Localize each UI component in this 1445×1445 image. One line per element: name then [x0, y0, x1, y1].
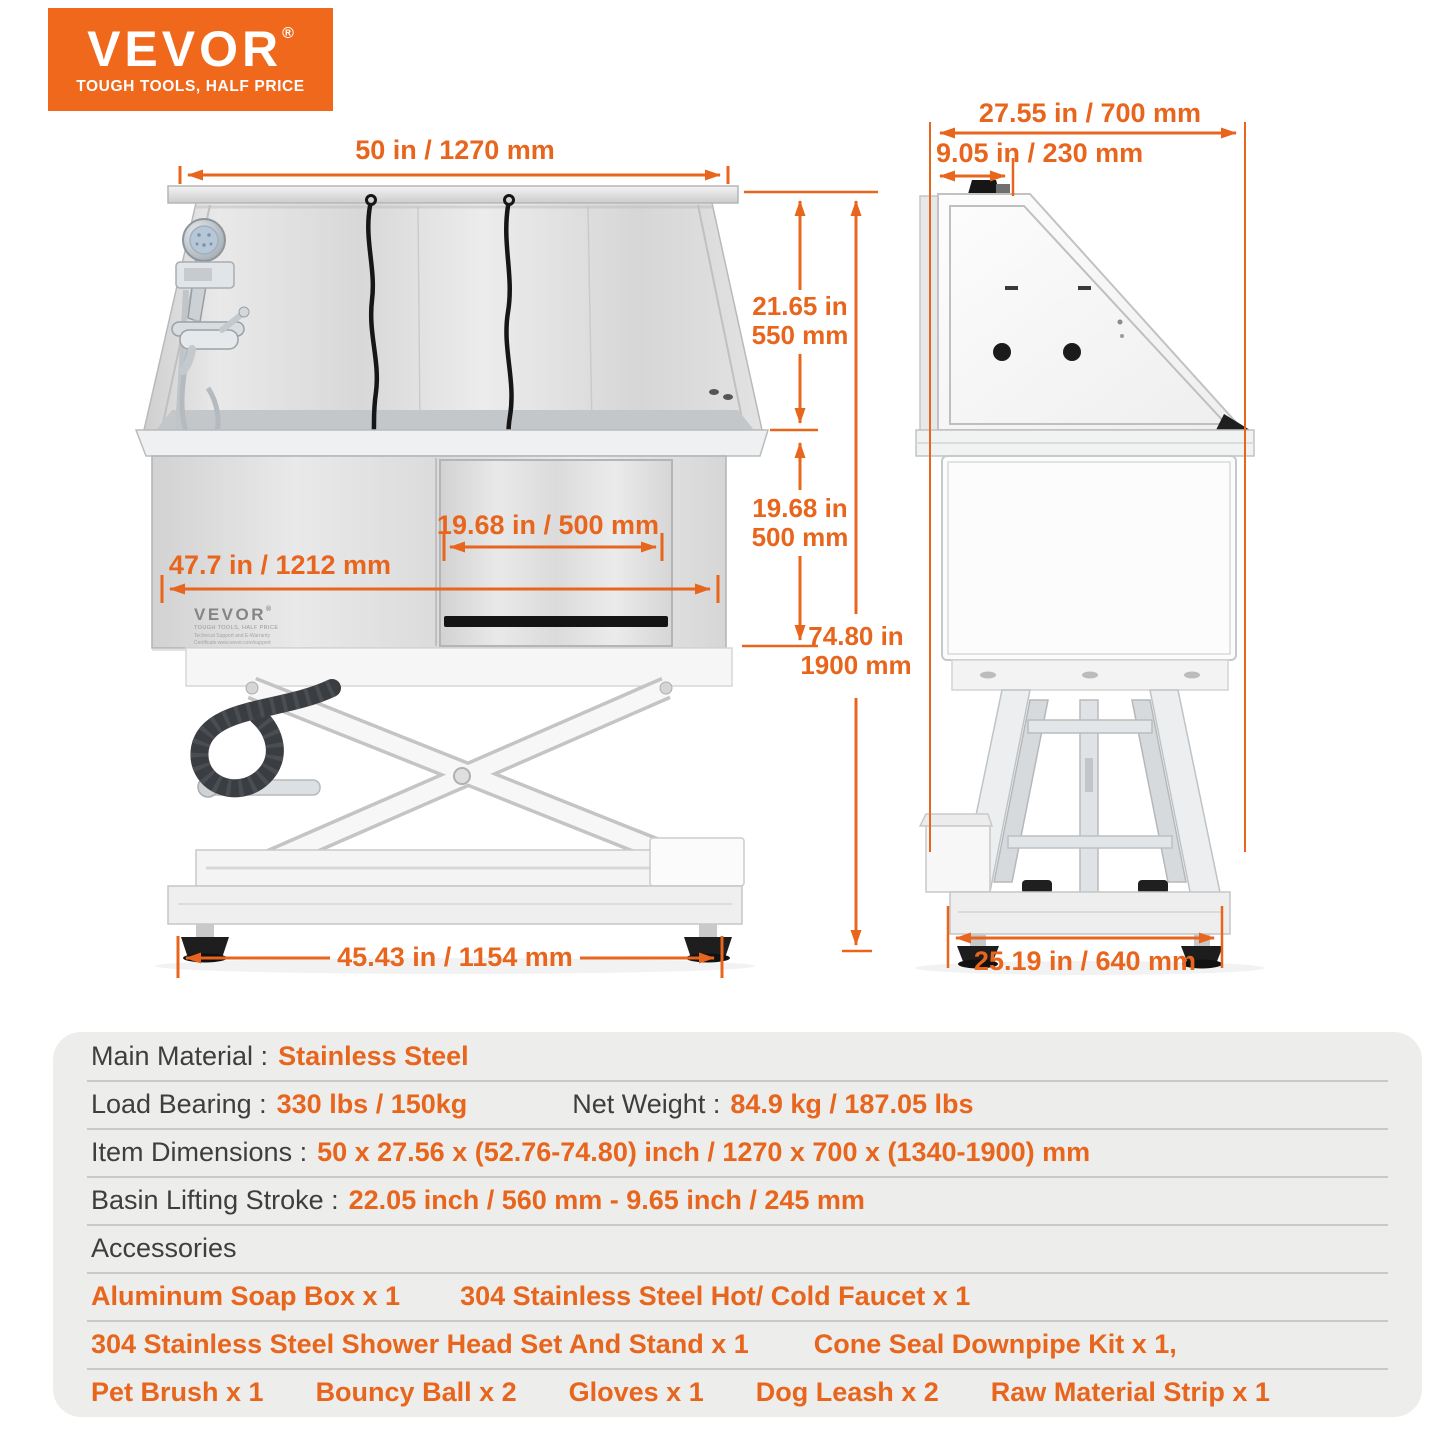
nozzle-dot — [210, 243, 213, 246]
bracket-slot — [184, 268, 212, 281]
panel-hole-1 — [993, 343, 1011, 361]
drain-hose — [199, 688, 332, 788]
dim-front-top-width: 50 in / 1270 mm — [355, 135, 555, 165]
tub-top-rail — [168, 186, 738, 203]
spec-label: Item Dimensions : — [91, 1137, 308, 1167]
registered-mark: ® — [266, 606, 272, 613]
tub-label-tagline: TOUGH TOOLS, HALF PRICE — [194, 625, 279, 631]
dim-line-1: 74.80 in — [808, 621, 904, 651]
side-view — [915, 180, 1265, 975]
spec-label: Main Material : — [91, 1041, 269, 1071]
dim-line-2: 1900 mm — [800, 650, 912, 681]
spec-row-basin-lifting-stroke — [53, 1178, 1422, 1224]
logo-tagline: TOUGH TOOLS, HALF PRICE — [76, 77, 305, 95]
wall-hole-2 — [723, 394, 733, 400]
panel-dot-2 — [1120, 334, 1124, 338]
accessory-item: Bouncy Ball x 2 — [315, 1377, 517, 1407]
dim-front-upper-height — [733, 292, 867, 350]
tub-label-brand: VEVOR® — [194, 605, 272, 624]
faucet-silhouette-step — [996, 184, 1010, 194]
side-basin — [942, 456, 1236, 660]
dim-side-base-depth: 25.19 in / 640 mm — [973, 946, 1197, 976]
tub-rim — [136, 430, 768, 456]
accessory-item: Cone Seal Downpipe Kit x 1, — [813, 1329, 1177, 1359]
spec-label: Load Bearing : — [91, 1089, 267, 1119]
spec-value: 84.9 kg / 187.05 lbs — [730, 1089, 974, 1119]
spec-row-load-bearing — [53, 1082, 1422, 1128]
faucet-knob — [239, 307, 249, 317]
spec-label: Accessories — [91, 1233, 237, 1263]
foot-stem — [970, 934, 986, 946]
bolt — [660, 682, 672, 694]
spec-label: Net Weight : — [572, 1089, 721, 1119]
dim-side-top-depth: 27.55 in / 700 mm — [978, 98, 1202, 128]
dim-line-1: 21.65 in — [752, 291, 848, 321]
dim-body-width: 47.7 in / 1212 mm — [168, 550, 392, 580]
spec-row-accessories-2 — [53, 1322, 1422, 1368]
accessory-item: Aluminum Soap Box x 1 — [91, 1281, 401, 1311]
support-line-2: Certificate www.vevor.com/support — [194, 639, 271, 646]
spec-row-main-material — [53, 1034, 1422, 1080]
dim-side-shelf-depth: 9.05 in / 230 mm — [936, 138, 1144, 168]
spec-row-accessories-1 — [53, 1274, 1422, 1320]
tub-brand-label — [194, 606, 344, 646]
nozzle-dot — [197, 233, 201, 237]
crossbar-top — [1028, 720, 1152, 733]
dim-door-width: 19.68 in / 500 mm — [436, 510, 660, 540]
accessory-item: 304 Stainless Steel Shower Head Set And Stand x 1 — [91, 1329, 749, 1359]
panel-dot-1 — [1118, 320, 1123, 325]
side-panel — [938, 194, 1243, 430]
stand-side — [920, 690, 1230, 934]
foot-stem — [699, 924, 717, 937]
wall-hole-1 — [709, 389, 719, 395]
dim-base-width: 45.43 in / 1154 mm — [337, 942, 573, 972]
crossbar-bottom — [1008, 836, 1172, 848]
accessory-item: Raw Material Strip x 1 — [990, 1377, 1270, 1407]
panel-hole-2 — [1063, 343, 1081, 361]
dim-front-lower-height — [733, 494, 867, 552]
door-vent-slot — [444, 616, 668, 627]
faucet-body — [180, 330, 238, 349]
deck-hole — [980, 672, 996, 679]
faucet-silhouette — [968, 180, 1000, 194]
motor-housing — [650, 838, 744, 886]
spec-panel — [53, 1032, 1422, 1417]
lift-platform — [186, 648, 732, 686]
registered-mark: ® — [282, 24, 294, 42]
panel-slot-1 — [1005, 286, 1018, 290]
side-motor-box — [926, 826, 990, 892]
foot-stem — [1194, 934, 1210, 946]
accessory-item: Gloves x 1 — [568, 1377, 704, 1407]
accessory-item: 304 Stainless Steel Hot/ Cold Faucet x 1 — [460, 1281, 971, 1311]
spec-row-accessories-heading — [53, 1226, 1422, 1272]
support-line-1: Technical Support and E-Warranty — [194, 633, 270, 639]
spec-row-accessories-3 — [53, 1370, 1422, 1416]
foot-stem — [196, 924, 214, 937]
spec-value: 22.05 inch / 560 mm - 9.65 inch / 245 mm — [348, 1185, 865, 1215]
column-slot — [1085, 758, 1093, 792]
spec-value: 50 x 27.56 x (52.76-74.80) inch / 1270 x 700 x (1340-1900) mm — [317, 1137, 1091, 1167]
hose-body — [199, 688, 332, 788]
shower-face — [190, 226, 218, 254]
spec-value: 330 lbs / 150kg — [276, 1089, 468, 1119]
spec-value: Stainless Steel — [278, 1041, 469, 1071]
deck-hole — [1184, 672, 1200, 679]
nozzle-dot — [207, 233, 211, 237]
bolt — [246, 682, 258, 694]
nozzle-dot — [202, 243, 206, 247]
spec-row-item-dimensions — [53, 1130, 1422, 1176]
panel-slot-2 — [1078, 286, 1091, 290]
spec-label: Basin Lifting Stroke : — [91, 1185, 339, 1215]
dim-line-2: 550 mm — [751, 320, 849, 351]
basin-interior — [156, 410, 754, 430]
dim-line-2: 500 mm — [751, 522, 849, 553]
logo-brand-text: VEVOR® — [87, 20, 294, 77]
accessory-item: Dog Leash x 2 — [755, 1377, 939, 1407]
deck-hole — [1082, 672, 1098, 679]
dim-total-height — [790, 622, 922, 680]
tub-label-support — [194, 633, 344, 646]
scissor-pivot-bolt — [454, 768, 470, 784]
nozzle-dot — [196, 243, 199, 246]
accessory-item: Pet Brush x 1 — [91, 1377, 264, 1407]
dim-line-1: 19.68 in — [752, 493, 848, 523]
